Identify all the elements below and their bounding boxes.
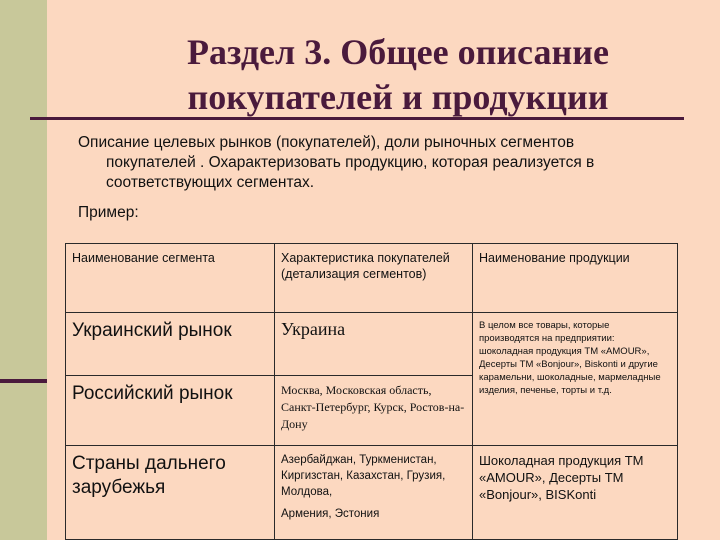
- buyers-cell: Москва, Московская область, Санкт-Петербург, Курск, Ростов-на-Дону: [275, 376, 473, 446]
- header-segment: Наименование сегмента: [66, 244, 275, 313]
- buyers-cell: [275, 446, 473, 540]
- buyers-list: Азербайджан, Туркменистан, Киргизстан, Казахстан, Грузия, Молдова,: [281, 454, 446, 498]
- table-row: [66, 446, 678, 540]
- intro-text: [78, 133, 618, 193]
- segments-table: [65, 243, 678, 540]
- buyers-cell: Украина: [275, 313, 473, 376]
- left-decor-bar: [0, 0, 47, 540]
- intro-paragraph: Описание целевых рынков (покупателей), доли рыночных сегментов покупателей . Охарактеризовать продукцию, которая реализуется в соответствующих сегментах.: [78, 134, 595, 191]
- products-cell: Шоколадная продукция ТМ «AMOUR», Десерты ТМ «Bonjour», BISKonti: [473, 446, 678, 540]
- header-buyers: Характеристика покупателей (детализация сегментов): [275, 244, 473, 313]
- segment-cell: Российский рынок: [66, 376, 275, 446]
- table-row: [66, 313, 678, 376]
- title-underline: [30, 117, 684, 120]
- header-products: Наименование продукции: [473, 244, 678, 313]
- left-decor-divider: [0, 379, 47, 383]
- segment-cell: Украинский рынок: [66, 313, 275, 376]
- merged-products-cell: В целом все товары, которые производятся на предприятии: шоколадная продукция ТМ «AMOUR», Десерты ТМ «Bonjour», Biskonti и другие карамельни, шоколадные, мармеладные изделия, печенье, торты и т.д.: [473, 313, 678, 446]
- example-label: Пример:: [78, 204, 139, 221]
- title-line-2: покупателей и продукции: [187, 77, 609, 117]
- slide-title: [118, 30, 678, 120]
- table-header-row: [66, 244, 678, 313]
- title-line-1: Раздел 3. Общее описание: [187, 32, 609, 72]
- segment-cell: Страны дальнего зарубежья: [66, 446, 275, 540]
- buyers-list-extra: Армения, Эстония: [281, 508, 380, 520]
